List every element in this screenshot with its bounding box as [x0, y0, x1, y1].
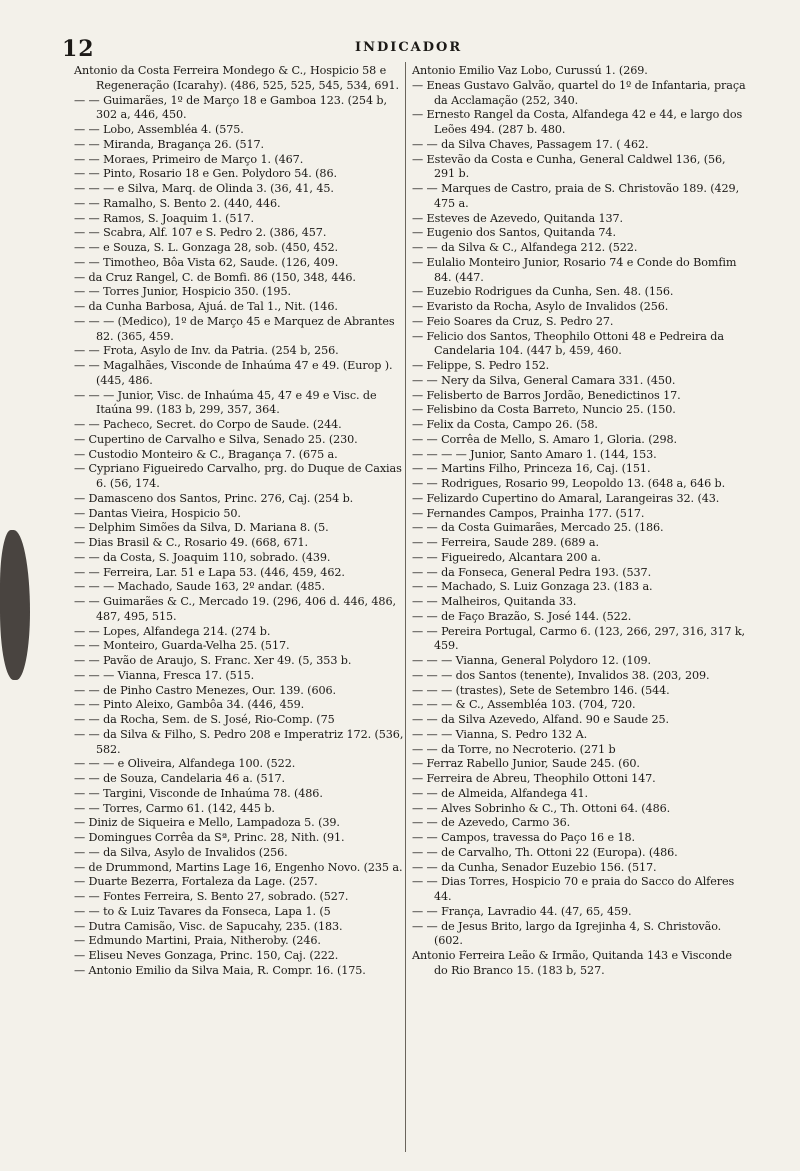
directory-entry: — Damasceno dos Santos, Princ. 276, Caj. (254 b.	[74, 491, 354, 505]
directory-entry: — — — Vianna, Fresca 17. (515.	[74, 668, 255, 682]
directory-entry: — Eliseu Neves Gonzaga, Princ. 150, Caj. (222.	[74, 949, 339, 962]
directory-entry: — — Pinto, Rosario 18 e Gen. Polydoro 54. (86.	[74, 167, 337, 181]
directory-entry: — Eneas Gustavo Galvão, quartel do 1º de Infantaria, praça da Acclamação (252, 340.	[412, 78, 746, 107]
directory-entry: — — da Rocha, Sem. de S. José, Rio-Comp. (75	[74, 713, 335, 726]
directory-entry: — — da Silva & C., Alfandega 212. (522.	[412, 241, 638, 254]
directory-entry: — — Scabra, Alf. 107 e S. Pedro 2. (386, 457.	[74, 226, 327, 240]
directory-entry: — — Corrêa de Mello, S. Amaro 1, Gloria. (298.	[412, 432, 677, 446]
directory-entry: — — Dias Torres, Hospicio 70 e praia do Sacco do Alferes 44.	[412, 875, 735, 903]
directory-entry: — Dutra Camisão, Visc. de Sapucahy, 235. (183.	[74, 919, 343, 933]
directory-entry: — — Miranda, Bragança 26. (517.	[74, 137, 264, 151]
directory-entry: — da Cunha Barbosa, Ajuá. de Tal 1., Nit. (146.	[74, 300, 338, 313]
directory-entry: — Ferraz Rabello Junior, Saude 245. (60.	[412, 757, 640, 771]
directory-entry: — — Nery da Silva, General Camara 331. (450.	[412, 373, 676, 387]
directory-entry: — Diniz de Siqueira e Mello, Lampadoza 5. (39.	[74, 816, 340, 830]
directory-entry: — — de Pinho Castro Menezes, Our. 139. (606.	[74, 683, 336, 697]
directory-entry: — — Alves Sobrinho & C., Th. Ottoni 64. (486.	[412, 801, 671, 815]
directory-entry: — — — e Oliveira, Alfandega 100. (522.	[74, 757, 296, 771]
directory-entry: — — Pereira Portugal, Carmo 6. (123, 266, 297, 316, 317 k, 459.	[412, 624, 746, 653]
directory-entry: — Eugenio dos Santos, Quitanda 74.	[412, 226, 616, 240]
directory-entry: — Feio Soares da Cruz, S. Pedro 27.	[412, 314, 614, 328]
directory-entry: — — da Silva & Filho, S. Pedro 208 e Imperatriz 172. (536, 582.	[74, 727, 404, 756]
directory-entry: — Antonio Emilio da Silva Maia, R. Compr. 16. (175.	[74, 963, 366, 977]
directory-entry: — — Fontes Ferreira, S. Bento 27, sobrado. (527.	[74, 890, 349, 903]
directory-entry: — — da Silva Azevedo, Alfand. 90 e Saude 25.	[412, 713, 669, 726]
ink-smudge	[0, 530, 30, 680]
directory-entry: — Felisbino da Costa Barreto, Nuncio 25. (150.	[412, 403, 676, 417]
directory-entry: — Dias Brasil & C., Rosario 49. (668, 671.	[74, 536, 308, 549]
directory-entry: — — de Almeida, Alfandega 41.	[412, 786, 588, 800]
directory-entry: — — — — Junior, Santo Amaro 1. (144, 153.	[412, 447, 657, 461]
directory-entry: — Custodio Monteiro & C., Bragança 7. (675 a.	[74, 447, 338, 461]
directory-entry: — Felizardo Cupertino do Amaral, Larangeiras 32. (43.	[412, 491, 720, 505]
directory-entry: — Edmundo Martini, Praia, Nitheroby. (246.	[74, 934, 321, 948]
directory-entry: — — de Jesus Brito, largo da Igrejinha 4, S. Christovão. (602.	[412, 919, 722, 948]
directory-entry: — Eulalio Monteiro Junior, Rosario 74 e Conde do Bomfim 84. (447.	[412, 255, 737, 284]
directory-entry: — — de Azevedo, Carmo 36.	[412, 816, 571, 830]
directory-entry: — Felix da Costa, Campo 26. (58.	[412, 418, 598, 431]
directory-entry: — — Magalhães, Visconde de Inhaúma 47 e 49. (Europ ). (445, 486.	[74, 359, 393, 387]
directory-entry: — da Cruz Rangel, C. de Bomfi. 86 (150, 348, 446.	[74, 270, 356, 284]
directory-entry: — — Pinto Aleixo, Gambôa 34. (446, 459.	[74, 698, 305, 712]
running-head: INDICADOR	[355, 40, 463, 55]
directory-entry: — — — Vianna, S. Pedro 132 A.	[412, 727, 588, 741]
directory-entry: — — Frota, Asylo de Inv. da Patria. (254 b, 256.	[74, 344, 339, 358]
directory-entry: — Fernandes Campos, Prainha 177. (517.	[412, 506, 645, 520]
directory-entry: — Cupertino de Carvalho e Silva, Senado 25. (230.	[74, 432, 358, 446]
directory-entry: — — — & C., Assembléa 103. (704, 720.	[412, 698, 636, 712]
directory-entry: — Dantas Vieira, Hospicio 50.	[74, 506, 241, 520]
directory-entry: — — Campos, travessa do Paço 16 e 18.	[412, 831, 636, 844]
directory-entry: — de Drummond, Martins Lage 16, Engenho Novo. (235 a.	[74, 860, 403, 874]
directory-entry: — Evaristo da Rocha, Asylo de Invalidos (256.	[412, 300, 669, 313]
directory-entry: — Estevão da Costa e Cunha, General Caldwel 136, (56, 291 b.	[412, 152, 726, 181]
left-column	[74, 64, 404, 979]
directory-entry: — — Ramos, S. Joaquim 1. (517.	[74, 211, 254, 225]
directory-entry: — Ernesto Rangel da Costa, Alfandega 42 e 44, e largo dos Leões 494. (287 b. 480.	[412, 108, 743, 136]
directory-entry: — — Torres, Carmo 61. (142, 445 b.	[74, 801, 275, 815]
directory-entry: — — da Fonseca, General Pedra 193. (537.	[412, 565, 652, 579]
directory-entry: — — Moraes, Primeiro de Março 1. (467.	[74, 152, 304, 166]
directory-entry: — — Ramalho, S. Bento 2. (440, 446.	[74, 196, 281, 210]
directory-entry: — Euzebio Rodrigues da Cunha, Sen. 48. (156.	[412, 285, 674, 299]
directory-entry: — — da Costa Guimarães, Mercado 25. (186.	[412, 521, 664, 535]
directory-entry: — — — Machado, Saude 163, 2º andar. (485.	[74, 580, 325, 594]
directory-entry: — — Malheiros, Quitanda 33.	[412, 595, 577, 608]
directory-entry: — Cypriano Figueiredo Carvalho, prg. do Duque de Caxias 6. (56, 174.	[74, 462, 402, 490]
directory-entry: — — — dos Santos (tenente), Invalidos 38. (203, 209.	[412, 668, 710, 682]
directory-entry: — Felippe, S. Pedro 152.	[412, 359, 550, 372]
directory-entry: — — Pavão de Araujo, S. Franc. Xer 49. (5, 353 b.	[74, 654, 352, 667]
directory-entry: Antonio Ferreira Leão & Irmão, Quitanda 143 e Visconde do Rio Branco 15. (183 b, 527.	[412, 949, 732, 977]
column-divider	[405, 62, 406, 1152]
directory-entry: — Felicio dos Santos, Theophilo Ottoni 48 e Pedreira da Candelaria 104. (447 b, 459, 460.	[412, 329, 724, 358]
directory-entry: — — Lopes, Alfandega 214. (274 b.	[74, 624, 271, 638]
directory-entry: — Delphim Simões da Silva, D. Mariana 8. (5.	[74, 521, 329, 535]
directory-entry: — — Figueiredo, Alcantara 200 a.	[412, 550, 601, 564]
directory-entry: — — da Cunha, Senador Euzebio 156. (517.	[412, 860, 657, 874]
directory-entry: — — da Silva Chaves, Passagem 17. ( 462.	[412, 137, 649, 151]
directory-entry: — — França, Lavradio 44. (47, 65, 459.	[412, 904, 632, 918]
directory-entry: — Esteves de Azevedo, Quitanda 137.	[412, 211, 624, 225]
directory-entry: — — Lobo, Assembléa 4. (575.	[74, 123, 244, 136]
directory-entry: — — Pacheco, Secret. do Corpo de Saude. (244.	[74, 418, 342, 431]
directory-entry: — — Torres Junior, Hospicio 350. (195.	[74, 285, 291, 299]
directory-entry: — — — Junior, Visc. de Inhaúma 45, 47 e 49 e Visc. de Itaúna 99. (183 b, 299, 357, 364.	[74, 388, 377, 417]
directory-entry: — — — Vianna, General Polydoro 12. (109.	[412, 654, 651, 667]
directory-entry: — — — (Medico), 1º de Março 45 e Marquez de Abrantes 82. (365, 459.	[74, 314, 395, 343]
directory-entry: — — Targini, Visconde de Inhaúma 78. (486.	[74, 786, 323, 800]
directory-entry: — Domingues Corrêa da Sª, Princ. 28, Nith. (91.	[74, 831, 345, 844]
directory-entry: Antonio Emilio Vaz Lobo, Curussú 1. (269.	[412, 64, 648, 77]
directory-entry: — — Machado, S. Luiz Gonzaga 23. (183 a.	[412, 580, 653, 594]
directory-entry: — — — (trastes), Sete de Setembro 146. (544.	[412, 683, 670, 697]
directory-entry: — Duarte Bezerra, Fortaleza da Lage. (257.	[74, 875, 318, 889]
directory-entry: — — Marques de Castro, praia de S. Christovão 189. (429, 475 a.	[412, 182, 740, 210]
directory-entry: — — da Costa, S. Joaquim 110, sobrado. (439.	[74, 550, 331, 564]
directory-entry: — Felisberto de Barros Jordão, Benedictinos 17.	[412, 388, 681, 402]
directory-entry: — Ferreira de Abreu, Theophilo Ottoni 147.	[412, 772, 656, 785]
directory-entry: — — Guimarães, 1º de Março 18 e Gamboa 123. (254 b, 302 a, 446, 450.	[74, 93, 387, 122]
page-number: 12	[62, 36, 95, 62]
directory-entry: — — — e Silva, Marq. de Olinda 3. (36, 41, 45.	[74, 182, 334, 195]
directory-entry: — — Monteiro, Guarda-Velha 25. (517.	[74, 639, 290, 653]
directory-entry: — — e Souza, S. L. Gonzaga 28, sob. (450, 452.	[74, 241, 338, 254]
directory-entry: — — Timotheo, Bôa Vista 62, Saude. (126, 409.	[74, 255, 339, 269]
directory-entry: — — de Carvalho, Th. Ottoni 22 (Europa). (486.	[412, 845, 678, 859]
directory-entry: — — to & Luiz Tavares da Fonseca, Lapa 1. (5	[74, 904, 331, 918]
right-column	[412, 64, 748, 979]
directory-entry: — — Martins Filho, Princeza 16, Caj. (151.	[412, 462, 651, 476]
directory-entry: — — da Silva, Asylo de Invalidos (256.	[74, 845, 288, 859]
directory-entry: — — da Torre, no Necroterio. (271 b	[412, 742, 616, 756]
directory-entry: — — Guimarães & C., Mercado 19. (296, 406 d. 446, 486, 487, 495, 515.	[74, 595, 396, 623]
directory-entry: — — Rodrigues, Rosario 99, Leopoldo 13. (648 a, 646 b.	[412, 477, 726, 490]
directory-entry: — — de Faço Brazão, S. José 144. (522.	[412, 609, 632, 623]
directory-entry: — — Ferreira, Saude 289. (689 a.	[412, 536, 599, 549]
directory-entry: — — de Souza, Candelaria 46 a. (517.	[74, 772, 285, 785]
directory-entry: — — Ferreira, Lar. 51 e Lapa 53. (446, 459, 462.	[74, 565, 345, 579]
directory-entry: Antonio da Costa Ferreira Mondego & C., Hospicio 58 e Regeneração (Icarahy). (486, 525, 525, 545, 534, 691.	[74, 64, 399, 92]
